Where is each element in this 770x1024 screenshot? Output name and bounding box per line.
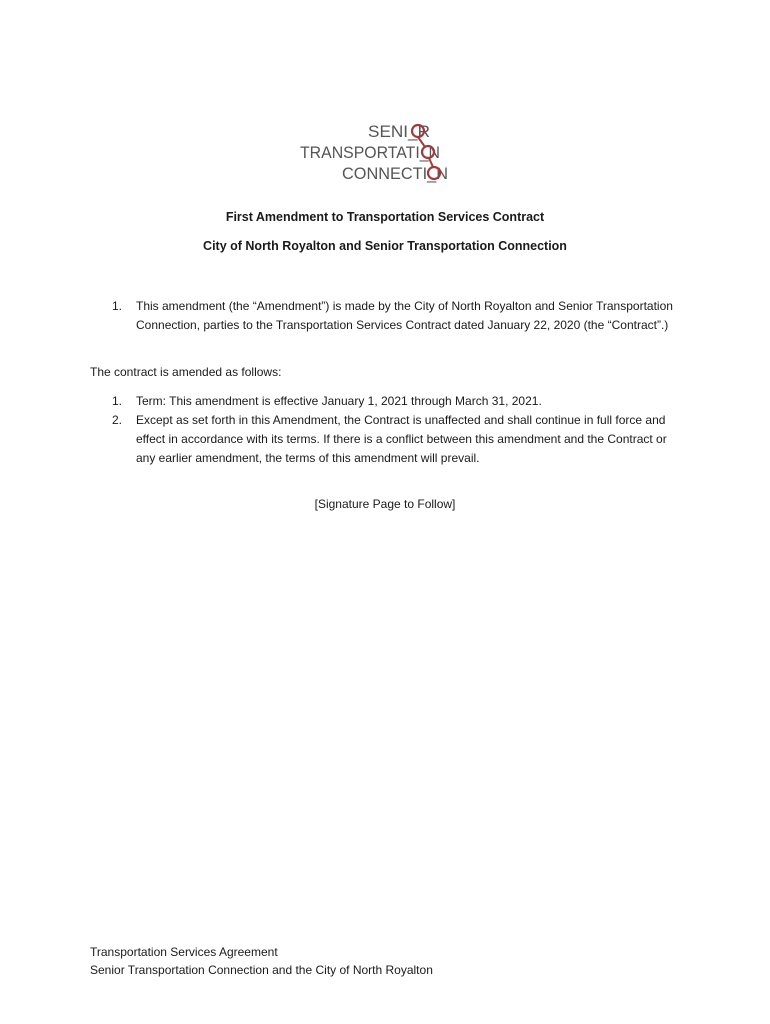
svg-text:CONNECTI_N: CONNECTI_N (342, 164, 448, 183)
footer-line-2: Senior Transportation Connection and the City of North Royalton (90, 963, 433, 977)
list-text: Except as set forth in this Amendment, the Contract is unaffected and shall continue in full force and effect in accordance with its terms. If there is a conflict between this amendment and the Contract or any earlier amendment, the terms of this amendment will prevail. (136, 413, 667, 465)
list-text: Term: This amendment is effective January 1, 2021 through March 31, 2021. (136, 394, 542, 408)
document-subtitle: City of North Royalton and Senior Transportation Connection (203, 239, 567, 253)
signature-note: [Signature Page to Follow] (314, 497, 456, 511)
list-number: 1. (112, 394, 123, 408)
list-number: 2. (112, 413, 123, 427)
document-title: First Amendment to Transportation Services Contract (225, 210, 545, 224)
amended-intro: The contract is amended as follows: (90, 365, 282, 379)
footer-line-1: Transportation Services Agreement (90, 945, 278, 959)
organization-logo (298, 118, 458, 184)
svg-text:TRANSPORTATI_N: TRANSPORTATI_N (300, 143, 440, 162)
list-text: This amendment (the “Amendment”) is made by the City of North Royalton and Senior Transportation Connection, parties to the Transportation Services Contract dated January 22, 2020 (the “Contract”.) (136, 299, 673, 332)
list-number: 1. (112, 299, 123, 313)
svg-text:SENI_R: SENI_R (368, 122, 430, 141)
